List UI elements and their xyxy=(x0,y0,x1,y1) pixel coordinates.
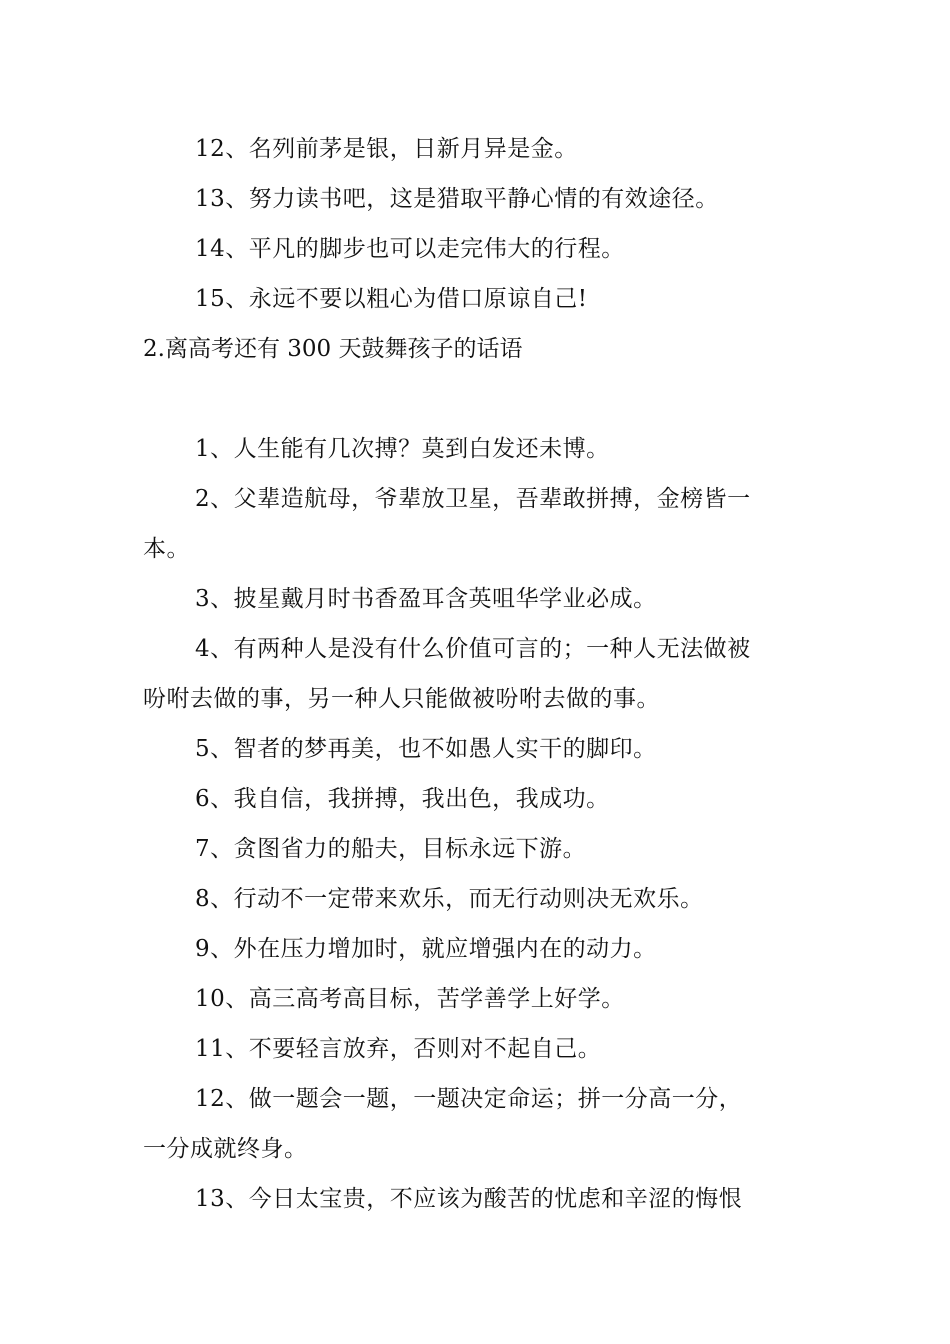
quote-line: 1、人生能有几次搏？莫到白发还未博。 xyxy=(195,436,610,462)
quote-line-continuation: 本。 xyxy=(143,536,190,562)
quote-line: 5、智者的梦再美，也不如愚人实干的脚印。 xyxy=(195,736,657,762)
quote-line: 12、做一题会一题，一题决定命运；拼一分高一分， xyxy=(195,1086,743,1112)
quote-line: 15、永远不要以粗心为借口原谅自己! xyxy=(195,286,588,312)
quote-line: 3、披星戴月时书香盈耳含英咀华学业必成。 xyxy=(195,586,657,612)
quote-line: 14、平凡的脚步也可以走完伟大的行程。 xyxy=(195,236,625,262)
quote-line: 9、外在压力增加时，就应增强内在的动力。 xyxy=(195,936,657,962)
quote-line: 11、不要轻言放弃，否则对不起自己。 xyxy=(195,1036,602,1062)
quote-line-continuation: 吩咐去做的事，另一种人只能做被吩咐去做的事。 xyxy=(143,686,660,712)
quote-line: 12、名列前茅是银，日新月异是金。 xyxy=(195,136,578,162)
quote-line: 8、行动不一定带来欢乐，而无行动则决无欢乐。 xyxy=(195,886,704,912)
quote-line: 2、父辈造航母，爷辈放卫星，吾辈敢拼搏，金榜皆一 xyxy=(195,486,751,512)
quote-line: 10、高三高考高目标，苦学善学上好学。 xyxy=(195,986,625,1012)
quote-line: 6、我自信，我拼搏，我出色，我成功。 xyxy=(195,786,610,812)
quote-line: 13、努力读书吧，这是猎取平静心情的有效途径。 xyxy=(195,186,719,212)
quote-line: 7、贪图省力的船夫，目标永远下游。 xyxy=(195,836,587,862)
quote-line: 4、有两种人是没有什么价值可言的；一种人无法做被 xyxy=(195,636,751,662)
quote-line-continuation: 一分成就终身。 xyxy=(143,1136,308,1162)
quote-line: 13、今日太宝贵，不应该为酸苦的忧虑和辛涩的悔恨 xyxy=(195,1186,743,1212)
section-heading: 2.离高考还有 300 天鼓舞孩子的话语 xyxy=(143,336,523,362)
